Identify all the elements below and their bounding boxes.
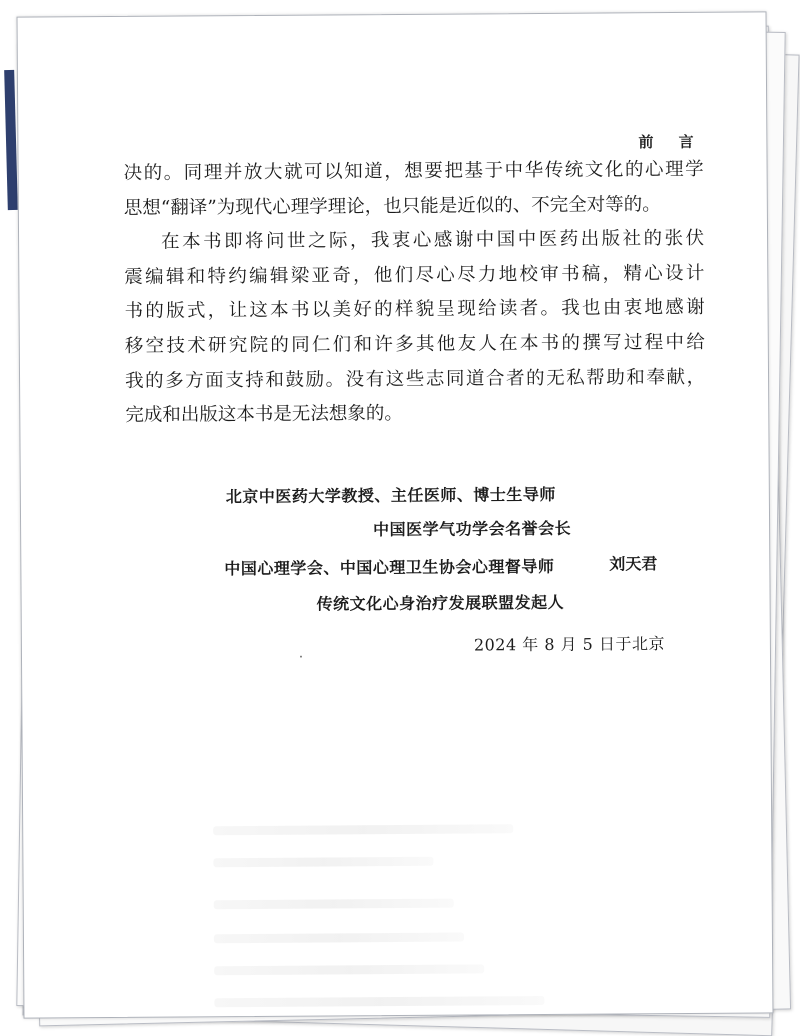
author-name: 刘天君: [609, 554, 658, 574]
text-line: 我的多方面支持和鼓励。没有这些志同道合者的无私帮助和奉献，: [124, 366, 706, 392]
text-line: 完成和出版这本书是无法想象的。: [125, 403, 403, 427]
text-line: 决的。同理并放大就可以知道，想要把基于中华传统文化的心理学: [123, 158, 704, 184]
underlying-page-edge: [4, 70, 18, 210]
bleed-through-text: [214, 996, 544, 1007]
signature-date: 2024 年 8 月 5 日于北京: [473, 634, 665, 655]
text-line: 书的版式，让这本书以美好的样貌呈现给读者。我也由衷地感谢: [124, 297, 705, 323]
bleed-through-text: [213, 824, 513, 835]
bleed-through-text: [214, 933, 464, 944]
preface-body: [123, 153, 705, 434]
signature-title: 传统文化心身治疗发展联盟发起人: [316, 592, 565, 614]
signature-title: 中国医学气功学会名誉会长: [373, 518, 572, 540]
signature-title: 中国心理学会、中国心理卫生协会心理督导师: [224, 556, 555, 579]
speck-mark: [300, 656, 302, 658]
text-line: 震编辑和特约编辑梁亚奇，他们尽心尽力地校审书稿，精心设计: [124, 262, 705, 288]
bleed-through-text: [214, 899, 454, 910]
running-header: 前 言: [638, 132, 704, 152]
bleed-through-text: [214, 964, 484, 975]
text-line: 思想“翻译”为现代心理学理论，也只能是近似的、不完全对等的。: [123, 193, 661, 219]
text-line: 移空技术研究院的同仁们和许多其他友人在本书的撰写过程中给: [124, 331, 705, 357]
bleed-through-text: [213, 857, 433, 868]
signature-title: 北京中医药大学教授、主任医师、博士生导师: [225, 484, 556, 507]
document-page: [17, 11, 774, 1018]
text-line: 在本书即将问世之际，我衷心感谢中国中医药出版社的张伏: [161, 228, 705, 253]
